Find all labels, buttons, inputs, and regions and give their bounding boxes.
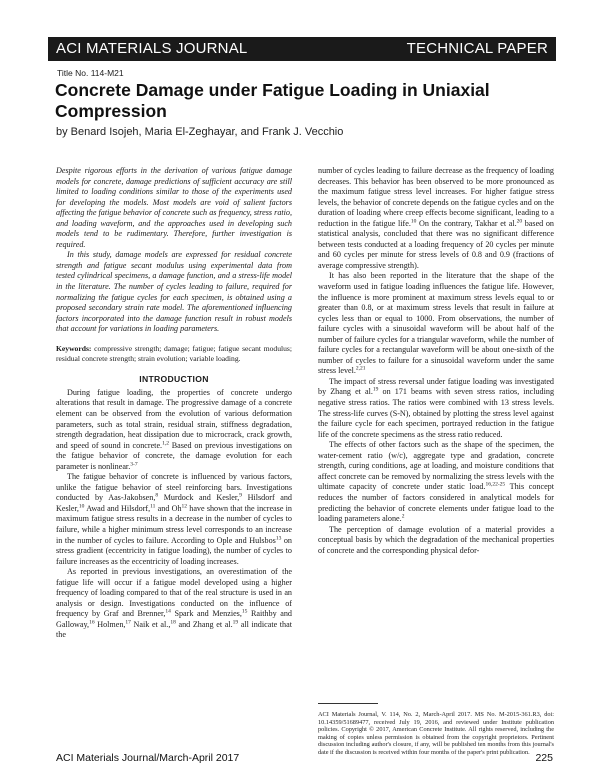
body-paragraph: number of cycles leading to failure decrease as the frequency of loading decreases. This behavior has been observed to be more pronounced as the maximum fatigue stress level increases. For higher fatigue stress levels, the behavior of concrete depends on the fatigue cycles and on the duration of loading where creep effects become significant, leading to a reduction in the fatigue life.$^{10}$ On the contrary, Takhar et al.$^{20}$ based on statistical analysis, concluded that there was no significant difference between tests conducted at a loading frequency of 20 cycles per minute and 60 cycles per minute for stress levels of 0.8 and 0.9 (fractions of average compressive strength).	[318, 166, 554, 270]
body-paragraph: The impact of stress reversal under fatigue loading was investigated by Zhang et al.$^{19}$ on 171 beams with seven stress ratios, including negative stress ratios. The ratios were combined with 13 stress levels. The stress-life curves (S-N), obtained by plotting the stress level against the failure cycle for each specimen, portrayed reduction in the fatigue life of the concrete specimens as the stress ratio reduced.	[318, 376, 555, 439]
keywords-text: compressive strength; damage; fatigue; fatigue secant modulus; residual concrete strength; strain evolution; variable loading.	[56, 343, 292, 363]
introduction-heading: INTRODUCTION	[139, 374, 209, 385]
abstract	[56, 166, 292, 335]
paper-title: Concrete Damage under Fatigue Loading in Uniaxial Compression	[55, 80, 490, 121]
footnote-divider	[318, 703, 378, 704]
body-paragraph: During fatigue loading, the properties of concrete undergo alterations that result in damage. The progressive damage of a concrete element can be observed from the evolution of various deformation parameters, such as total strain, residual strain, stiffness degradation, strength degradation, heat dissipation due to microcrack, crack growth, and speed of sound in concrete.$^{1,2}$ Based on previous investigations on the fatigue behavior of concrete, the damage evolution for each parameter is nonlinear.$^{3-7}$	[56, 387, 292, 471]
authors: by Benard Isojeh, Maria El-Zeghayar, and Frank J. Vecchio	[56, 126, 344, 138]
body-paragraph: The perception of damage evolution of a material provides a conceptual basis by which the degradation of the mechanical properties of concrete and the corresponding physical defor-	[318, 524, 554, 555]
footer-journal: ACI Materials Journal/March-April 2017	[56, 752, 240, 764]
body-paragraph: It has also been reported in the literature that the shape of the waveform used in fatigue loading influences the fatigue life. However, the influence is more prominent at maximum stress levels equal to or greater than 0.8, or at maximum stress levels that result in failure at cycles less than or equal to 1000. From observations, the number of failure cycles with a sinusoidal waveform will be about half of the number of failure cycles for a triangular waveform, while the number of failure cycles for a rectangular waveform will be about one-sixth of the number of cycles to failure for a sinusoidal waveform under the same stress level.$^{2,21}$	[318, 271, 554, 376]
journal-banner	[48, 37, 556, 61]
body-paragraph: The fatigue behavior of concrete is influenced by various factors, unlike the fatigue behavior of steel reinforcing bars. Investigations conducted by Aas-Jakobsen,$^8$ Murdock and Kesler,$^9$ Hilsdorf and Kesler,$^{10}$ Awad and Hilsdorf,$^{11}$ and Oh$^{12}$ have shown that the increase in maximum fatigue stress results in a decrease in the number of cycles to failure, while a higher minimum stress level corresponds to an increase in the number of cycles to failure. According to Ople and Hulsbos$^{13}$ on stress gradient (eccentricity in fatigue loading), the number of cycles to failure increases as the eccentricity of loading increases.	[56, 472, 292, 566]
abstract-paragraph: Despite rigorous efforts in the derivation of various fatigue damage models for concrete, damage predictions of sufficient accuracy are still limited to loading conditions similar to those of the experiments used for developing the models. Most models are void of salient factors affecting the fatigue behavior of concrete such as frequency, stress ratio, and loading waveform, and the approaches used in developing such models tend to be rudimentary. Therefore, further investigation is required.	[56, 166, 292, 249]
keywords	[56, 344, 292, 364]
right-column	[318, 166, 554, 556]
body-paragraph: As reported in previous investigations, an overestimation of the fatigue life will occur if a fatigue model developed using a higher frequency of loading compared to that of the real structure is used in an analysis or design. Investigations conducted on the influence of frequency by Graf and Brenner,$^{14}$ Spark and Menzies,$^{15}$ Raithby and Galloway,$^{16}$ Holmen,$^{17}$ Naik et al.,$^{18}$ and Zhang et al.$^{19}$ all indicate that the	[56, 567, 292, 640]
title-number: Title No. 114-M21	[57, 68, 124, 78]
footnote: ACI Materials Journal, V. 114, No. 2, March-April 2017. MS No. M-2015-361.R3, doi: 10.14359/51689477, received July 19, 2016, and reviewed under Institute publication policies. Copyright © 2017, American Concrete Institute. All rights reserved, including the making of copies unless permission is obtained from the copyright proprietors. Pertinent discussion including author's closure, if any, will be published ten months from this journal's date if the discussion is received within four months of the paper's print publication.	[318, 711, 554, 756]
body-paragraph: The effects of other factors such as the shape of the specimen, the water-cement ratio (w/c), aggregate type and gradation, concrete strength, curing conditions, age at loading, and moisture conditions that affect concrete can be removed by normalizing the stress levels with the ultimate capacity of concrete under static load.$^{16,22-25}$ This concept reduces the number of factors considered in analytical models for predicting the behavior of concrete elements under fatigue load to the loading parameters alone.$^2$	[318, 440, 555, 524]
abstract-paragraph: In this study, damage models are expressed for residual concrete strength and fatigue secant modulus using experimental data from tested cylindrical specimens, a damage function, and a stress-life model in the literature. The number of cycles leading to failure, required for normalizing the fatigue cycles for each specimen, is obtained using a proposed secondary strain rate model. The aforementioned influencing factors incorporated into the damage function result in robust models that account for variations in loading parameters.	[56, 250, 292, 334]
keywords-label: Keywords:	[56, 343, 92, 353]
left-column	[56, 166, 292, 641]
journal-name: ACI MATERIALS JOURNAL	[56, 40, 248, 57]
section-label: TECHNICAL PAPER	[406, 40, 548, 57]
page-number: 225	[535, 752, 553, 764]
